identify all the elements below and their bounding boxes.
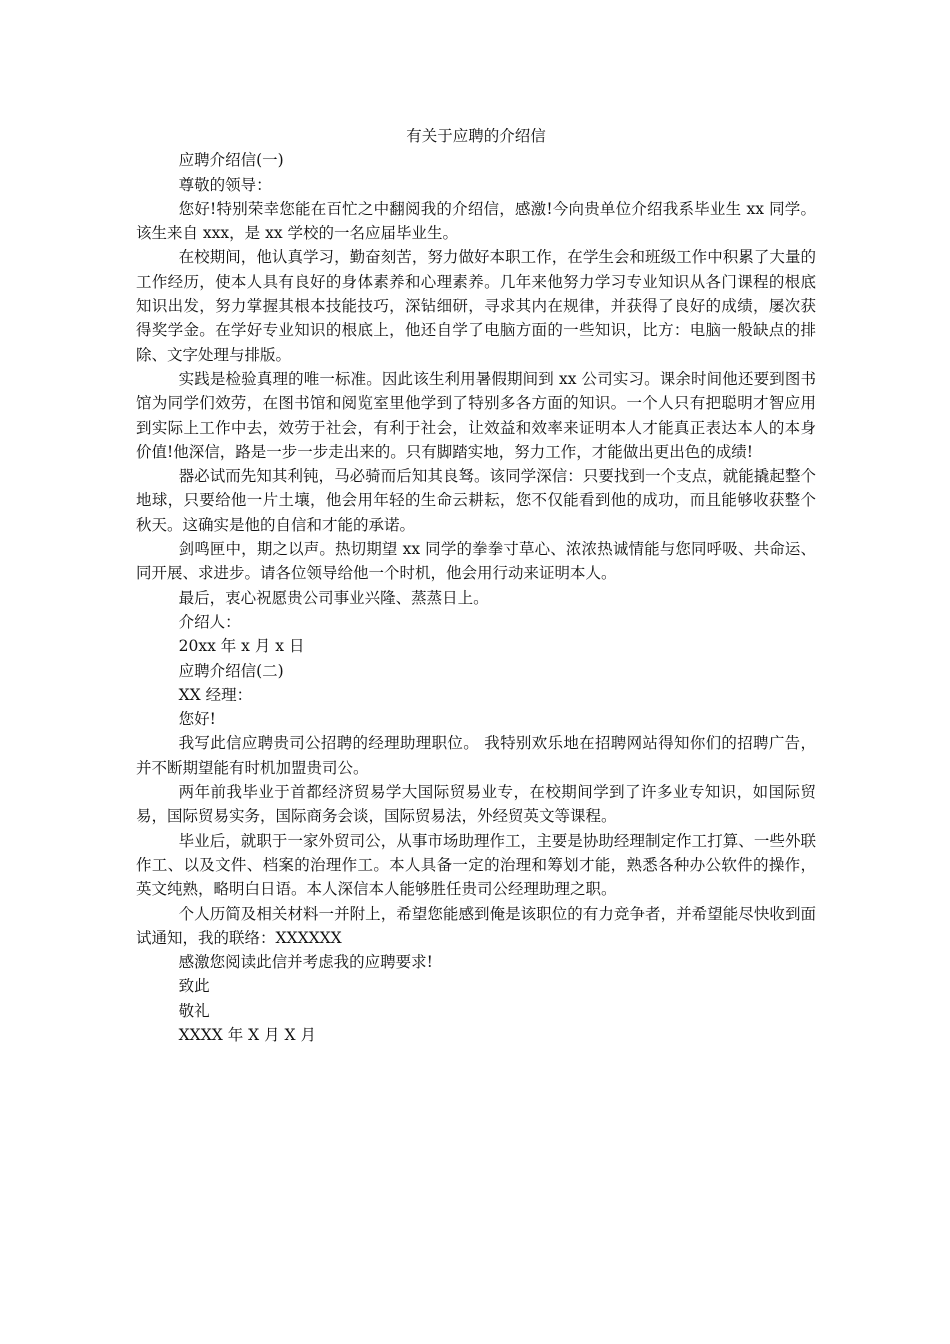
paragraph-closing-one: 致此 <box>178 977 210 996</box>
document-title: 有关于应聘的介绍信 <box>406 127 546 145</box>
paragraph-practice: 实践是检验真理的唯一标准。因此该生利用暑假期间到 xx 公司实习。课余时间他还要到图书馆为同学们效劳，在图书馆和阅览室里他学到了特别多各方面的知识。一个人只有把聪明才智应用到实际上工作中去，效劳于社会，有利于社会，让效益和效率来证明本人才能真正表达本人的本身价值!他深信，路是一步一步走出来的。只有脚踏实地，努力工作，才能做出更出色的成绩! <box>136 369 816 461</box>
paragraph-date-one: 20xx 年 x 月 x 日 <box>178 637 305 656</box>
paragraph-intro: 您好!特别荣幸您能在百忙之中翻阅我的介绍信，感激!今向贵单位介绍我系毕业生 xx 同学。该生来自 xxx，是 xx 学校的一名应届毕业生。 <box>136 199 816 243</box>
paragraph-experience: 毕业后，就职于一家外贸司公，从事市场助理作工，主要是协助经理制定作工打算、一些外联作工、以及文件、档案的治理作工。本人具备一定的治理和筹划才能，熟悉各种办公软件的操作，英文纯熟，略明白日语。本人深信本人能够胜任贵司公经理助理之职。 <box>136 831 816 899</box>
paragraph-resume: 个人历简及相关材料一并附上，希望您能感到俺是该职位的有力竞争者，并希望能尽快收到面试通知，我的联络：XXXXXX <box>136 904 816 947</box>
paragraph-confidence: 器必试而先知其利钝，马必骑而后知其良驽。该同学深信：只要找到一个支点，就能撬起整个地球，只要给他一片土壤，他会用年轻的生命云耕耘，您不仅能看到他的成功，而且能够收获整个秋天。这确实是他的自信和才能的承诺。 <box>136 467 816 534</box>
paragraph-greeting: 您好! <box>178 710 216 729</box>
paragraph-closing-two: 敬礼 <box>178 1001 210 1020</box>
paragraph-salutation-two: XX 经理： <box>178 685 253 704</box>
paragraph-application: 我写此信应聘贵司公招聘的经理助理职位。 我特别欢乐地在招聘网站得知你们的招聘广告，并不断期望能有时机加盟贵司公。 <box>136 734 816 777</box>
paragraph-heading-one: 应聘介绍信(一) <box>178 151 284 170</box>
paragraph-thanks: 感激您阅读此信并考虑我的应聘要求! <box>178 953 433 972</box>
paragraph-introducer: 介绍人： <box>178 612 241 631</box>
document-page <box>136 124 816 1047</box>
paragraph-education: 两年前我毕业于首都经济贸易学大国际贸易业专，在校期间学到了许多业专知识，如国际贸易，国际贸易实务，国际商务会谈，国际贸易法，外经贸英文等课程。 <box>136 783 816 826</box>
paragraph-salutation-one: 尊敬的领导： <box>178 175 272 194</box>
paragraph-wishes: 最后，衷心祝愿贵公司事业兴隆、蒸蒸日上。 <box>178 588 489 607</box>
paragraph-date-two: XXXX 年 X 月 X 月 <box>178 1025 316 1044</box>
paragraph-hope: 剑鸣匣中，期之以声。热切期望 xx 同学的拳拳寸草心、浓浓热诚情能与您同呼吸、共命运、同开展、求进步。请各位领导给他一个时机，他会用行动来证明本人。 <box>136 540 816 583</box>
paragraph-heading-two: 应聘介绍信(二) <box>178 661 284 680</box>
paragraph-school-period: 在校期间，他认真学习，勤奋刻苦，努力做好本职工作，在学生会和班级工作中积累了大量的工作经历，使本人具有良好的身体素养和心理素养。几年来他努力学习专业知识从各门课程的根底知识出发，努力掌握其根本技能技巧，深钻细研，寻求其内在规律，并获得了良好的成绩，屡次获得奖学金。在学好专业知识的根底上，他还自学了电脑方面的一些知识，比方：电脑一般缺点的排除、文字处理与排版。 <box>136 248 816 364</box>
